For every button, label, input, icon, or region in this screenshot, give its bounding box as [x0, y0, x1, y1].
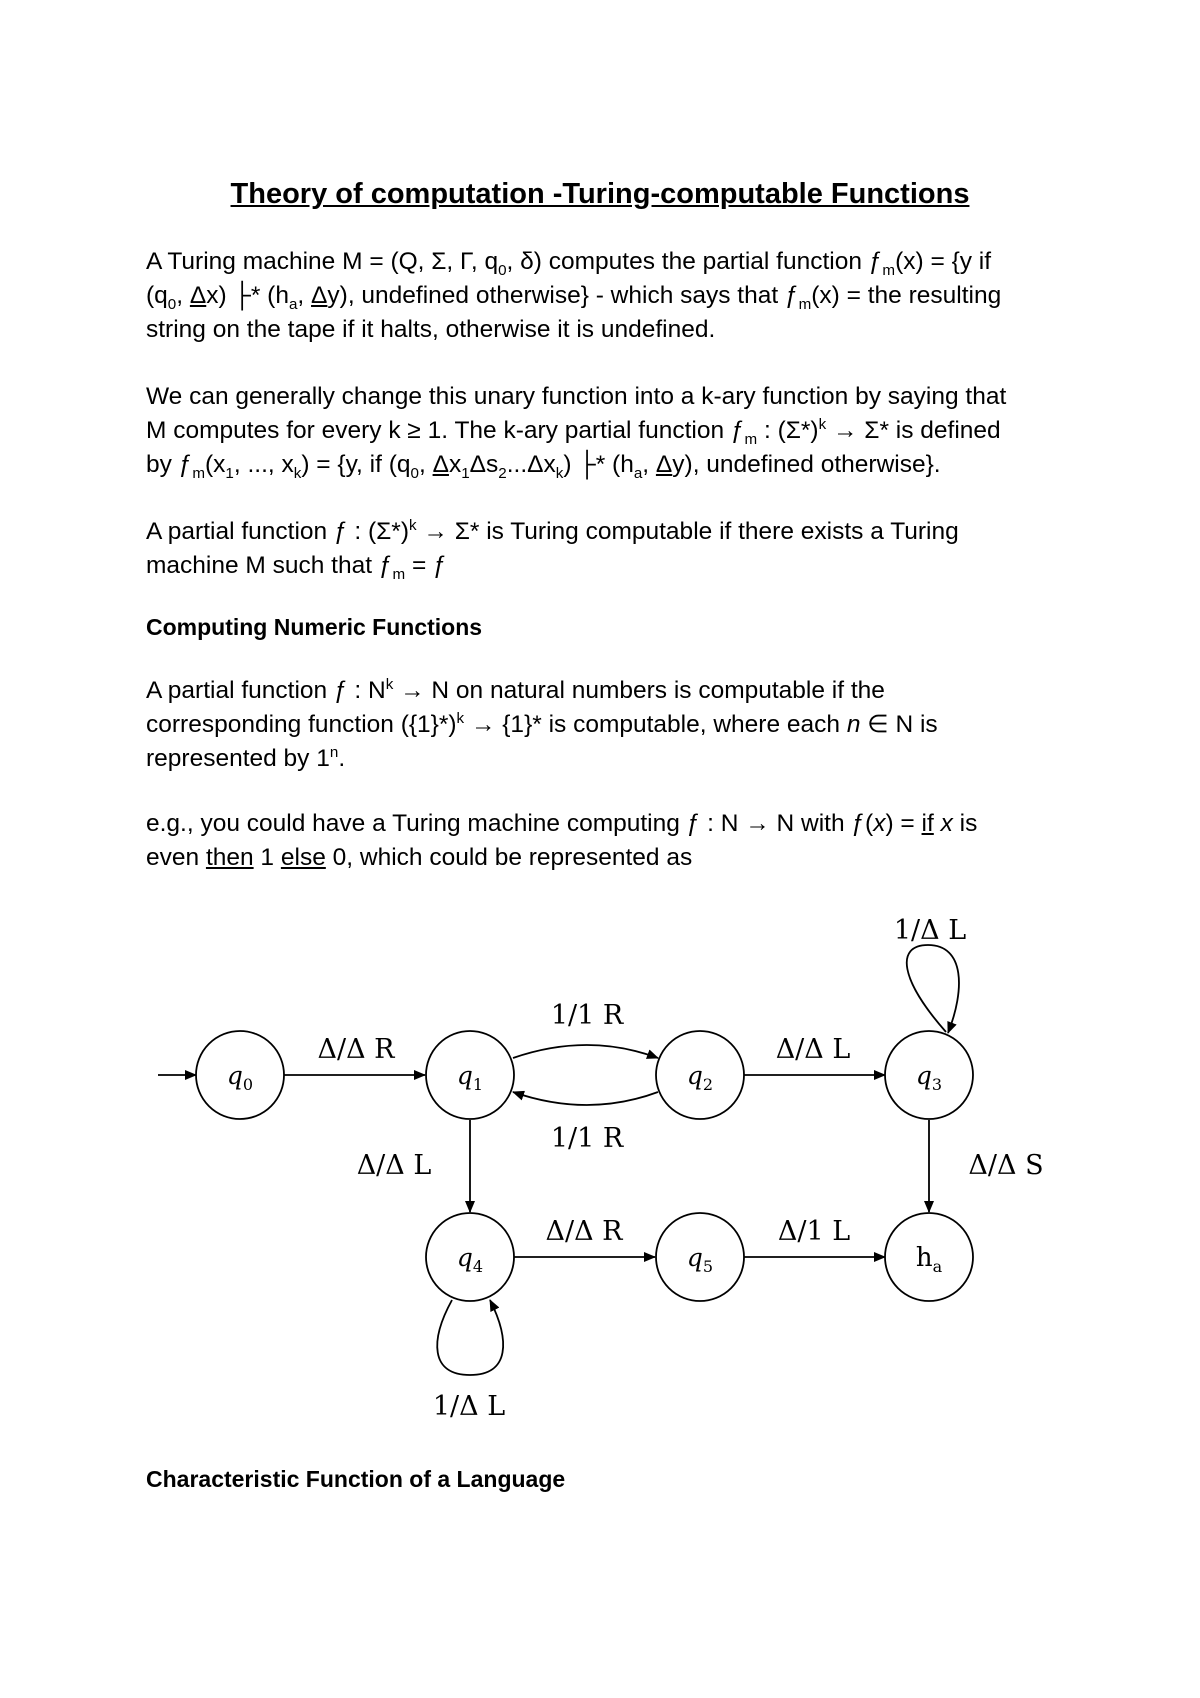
- text-line: A Turing machine M = (Q, Σ, Γ, $q_0$, δ) computes the partial function $ƒ_m(x) = \{y$ if: [146, 248, 992, 279]
- state-ha-label: $h_a$: [915, 1243, 943, 1276]
- text-line: corresponding function $(\{1\}*)^k \to \{1\}*$ is computable, where each n ∈ N is: [146, 709, 938, 738]
- label-q1-q4: Δ/Δ L: [356, 1150, 432, 1181]
- label-q4-q5: Δ/Δ R: [545, 1216, 623, 1247]
- state-q5-label: $q_5$: [686, 1243, 714, 1276]
- text-line: machine M such that $ƒ_m$ = ƒ: [146, 552, 447, 583]
- text-line: ($q_0$, Δx) ├* ($h_a$, Δy), undefined otherwise} - which says that $ƒ_m(x)$ = the resulting: [146, 282, 1002, 313]
- text-line: even then 1 else 0, which could be represented as: [146, 844, 693, 871]
- label-q2-q3: Δ/Δ L: [775, 1034, 851, 1065]
- state-q3-label: $q_3$: [915, 1061, 943, 1094]
- text-line: A partial function ƒ : $(\Sigma*)^k \to \Sigma*$ is Turing computable if there exists a Turing: [146, 516, 959, 545]
- label-q4-loop: 1/Δ L: [432, 1391, 506, 1422]
- section-heading-characteristic: Characteristic Function of a Language: [146, 1466, 566, 1492]
- edge-q2-q1: [513, 1092, 658, 1105]
- text-line: represented by 1$^n$.: [146, 743, 346, 772]
- edge-q4-loop: [437, 1300, 503, 1375]
- label-q3-ha: Δ/Δ S: [968, 1150, 1044, 1181]
- edge-q3-loop: [907, 945, 959, 1033]
- state-q1-label: $q_1$: [456, 1061, 484, 1094]
- edge-q1-q2: [513, 1045, 658, 1058]
- text-line: A partial function ƒ : $N^k \to N$ on natural numbers is computable if the: [146, 675, 885, 704]
- text-line: e.g., you could have a Turing machine computing ƒ : N → N with ƒ(x) = if x is: [146, 810, 978, 837]
- text-line: M computes for every k ≥ 1. The k-ary partial function $ƒ_m$ : $(\Sigma*)^k \to \Sigma*$ is defined: [146, 415, 1001, 448]
- text-line: string on the tape if it halts, otherwise it is undefined.: [146, 316, 716, 343]
- label-q2-q1: 1/1 R: [550, 1123, 624, 1154]
- label-q1-q2: 1/1 R: [550, 1000, 624, 1031]
- section-heading-numeric: Computing Numeric Functions: [146, 614, 483, 640]
- text-line: by $ƒ_m(x_1$, ..., $x_k) = \{y$, if ($q_0$, $\Delta x_1\Delta s_2...\Delta x_k$) ├* ($h_a$, Δy), undefined otherwise}.: [146, 451, 941, 482]
- label-q0-q1: Δ/Δ R: [317, 1034, 395, 1065]
- state-q2-label: $q_2$: [686, 1061, 714, 1094]
- page-title: Theory of computation -Turing-computable Functions: [230, 178, 970, 210]
- state-q0-label: $q_0$: [226, 1061, 254, 1094]
- label-q3-loop: 1/Δ L: [893, 915, 967, 946]
- text-line: We can generally change this unary function into a k-ary function by saying that: [146, 383, 1007, 410]
- label-q5-ha: Δ/1 L: [777, 1216, 851, 1247]
- state-q4-label: $q_4$: [456, 1243, 484, 1276]
